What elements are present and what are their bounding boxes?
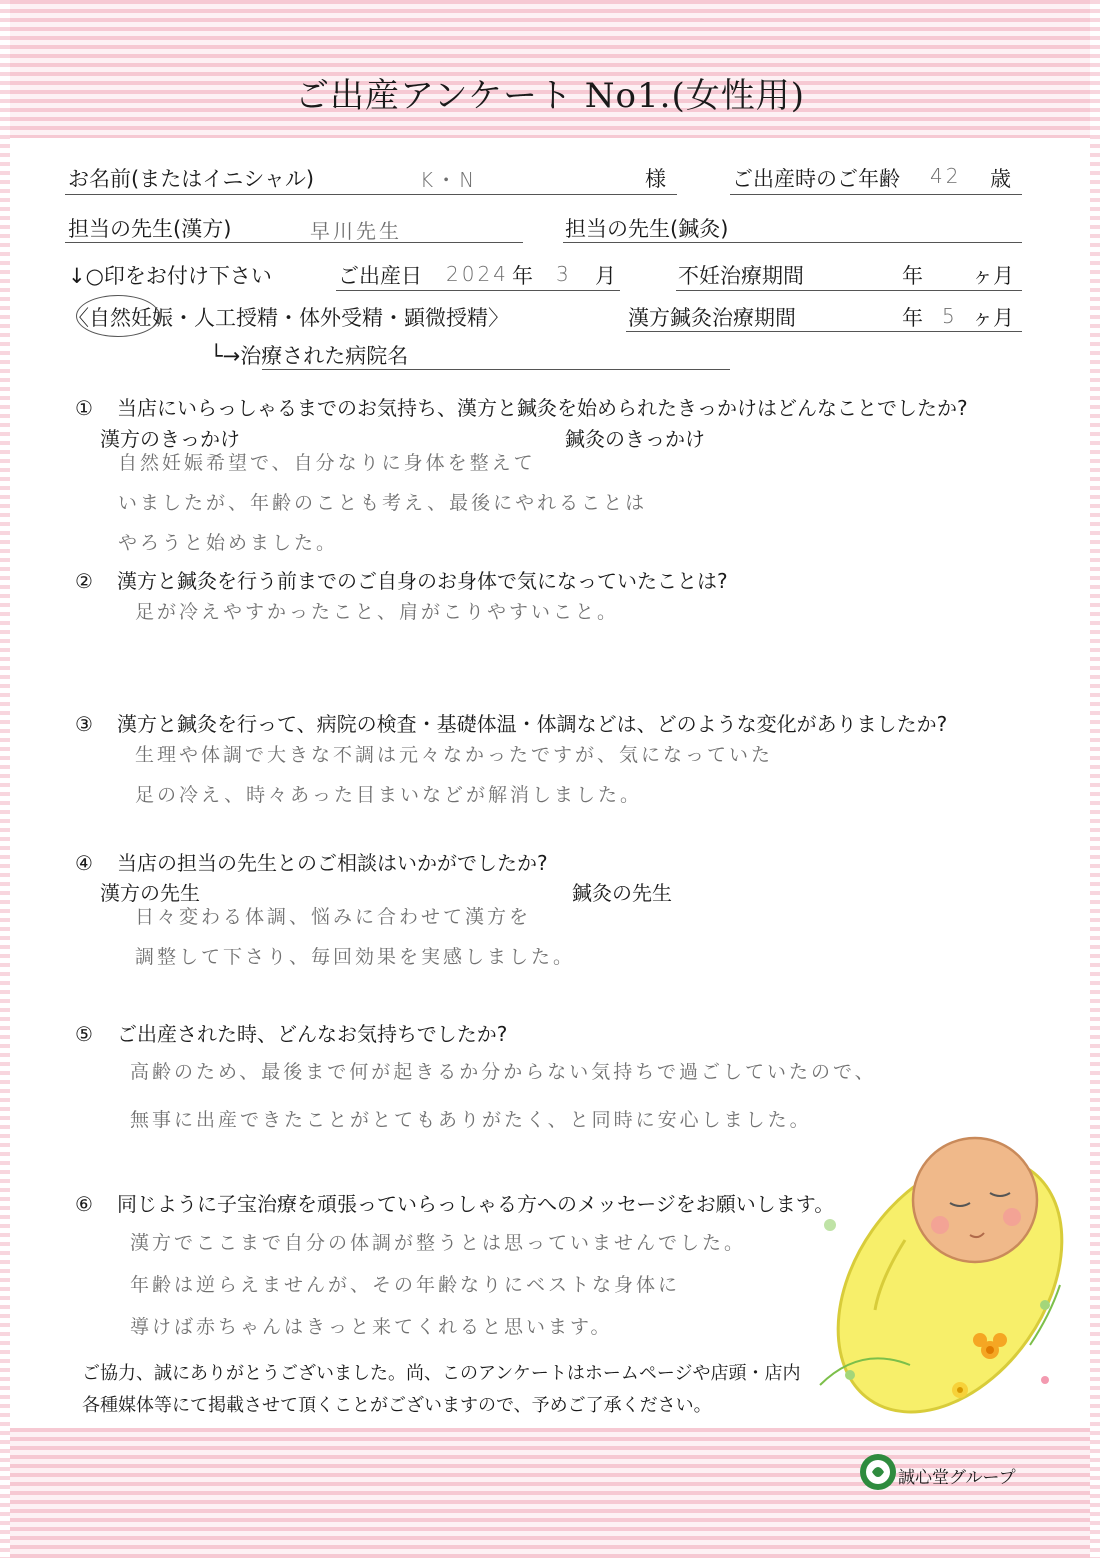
treatment-year-unit: 年 <box>902 306 923 330</box>
birth-year: 2024 <box>446 262 509 286</box>
right-stripe-border <box>1090 0 1100 1558</box>
q5-answer <box>130 1048 877 1144</box>
question-text: 漢方と鍼灸を行う前までのご自身のお身体で気になっていたことは? <box>117 569 728 593</box>
acu-teacher-underline <box>563 242 1022 243</box>
birth-month-unit: 月 <box>595 264 616 288</box>
answer-line: 足の冷え、時々あった目まいなどが解消しました。 <box>135 784 642 806</box>
infertility-month-unit: ヶ月 <box>972 264 1014 288</box>
question-number: ③ <box>75 712 93 736</box>
birth-month: 3 <box>556 262 572 286</box>
q4-sub-acu: 鍼灸の先生 <box>572 881 672 905</box>
age-label: ご出産時のご年齢 <box>732 167 900 191</box>
infertility-underline <box>676 290 1022 291</box>
name-label: お名前(またはイニシャル) <box>68 167 315 191</box>
question-number: ① <box>75 396 93 420</box>
bottom-stripe-band <box>0 1428 1100 1558</box>
answer-line: 漢方でここまで自分の体調が整うとは思っていませんでした。 <box>130 1232 747 1254</box>
question-text: 漢方と鍼灸を行って、病院の検査・基礎体温・体調などは、どのような変化がありましたか? <box>117 712 948 736</box>
answer-line: 足が冷えやすかったこと、肩がこりやすいこと。 <box>135 601 620 623</box>
infertility-year-unit: 年 <box>902 264 923 288</box>
birth-date-underline <box>336 290 620 291</box>
q1-sub-acu: 鍼灸のきっかけ <box>565 427 705 451</box>
age-unit: 歳 <box>990 167 1011 191</box>
answer-line: 導けば赤ちゃんはきっと来てくれると思います。 <box>130 1316 613 1338</box>
acu-teacher-label: 担当の先生(鍼灸) <box>565 217 729 241</box>
question-number: ② <box>75 569 93 593</box>
q6-answer <box>130 1222 746 1348</box>
answer-line: 年齢は逆らえませんが、その年齢なりにベストな身体に <box>130 1274 681 1296</box>
q1-answer <box>118 443 647 563</box>
answer-line: 無事に出産できたことがとてもありがたく、と同時に安心しました。 <box>130 1109 812 1131</box>
question-number: ④ <box>75 851 93 875</box>
logo-text: 誠心堂グループ <box>898 1468 1016 1488</box>
question-text: 当店にいらっしゃるまでのお気持ち、漢方と鍼灸を始められたきっかけはどんなことでしたか? <box>117 396 968 420</box>
closing-line: ご協力、誠にありがとうございました。尚、このアンケートはホームページや店頭・店内 <box>82 1363 801 1384</box>
question-2 <box>75 565 728 594</box>
age-underline <box>730 194 1022 195</box>
baby-cheek-left <box>931 1216 949 1234</box>
baby-head <box>913 1138 1037 1262</box>
kampo-teacher-label: 担当の先生(漢方) <box>68 217 232 241</box>
logo-mark-icon <box>858 1452 898 1492</box>
hospital-underline <box>262 369 730 370</box>
question-1 <box>75 392 968 421</box>
name-suffix: 様 <box>645 167 666 191</box>
q4-answer <box>135 897 575 977</box>
question-3 <box>75 708 947 737</box>
answer-line: 調整して下さり、毎回効果を実感しました。 <box>135 946 576 968</box>
closing-line: 各種媒体等にて掲載させて頂くことがございますので、予めご了承ください。 <box>82 1395 712 1416</box>
question-number: ⑤ <box>75 1022 93 1046</box>
q1-sub-kampo: 漢方のきっかけ <box>100 427 240 451</box>
birth-year-unit: 年 <box>512 264 533 288</box>
name-value: K・N <box>420 168 478 192</box>
answer-line: 日々変わる体調、悩みに合わせて漢方を <box>135 906 532 928</box>
answer-line: いましたが、年齢のことも考え、最後にやれることは <box>118 492 648 514</box>
q3-answer <box>135 735 773 815</box>
question-text: 当店の担当の先生とのご相談はいかがでしたか? <box>117 851 548 875</box>
q4-sub-kampo: 漢方の先生 <box>100 881 200 905</box>
treatment-months: 5 <box>942 304 958 328</box>
mark-instruction: ↓○印をお付け下さい <box>68 264 272 288</box>
hospital-label: └→治療された病院名 <box>210 344 409 368</box>
kampo-teacher-underline <box>65 242 523 243</box>
birth-date-label: ご出産日 <box>338 264 422 288</box>
question-4 <box>75 847 548 876</box>
closing-message <box>82 1358 801 1422</box>
question-text: ご出産された時、どんなお気持ちでしたか? <box>117 1022 508 1046</box>
question-5 <box>75 1018 507 1047</box>
q2-answer <box>135 592 619 632</box>
baby-cheek-right <box>1003 1208 1021 1226</box>
question-number: ⑥ <box>75 1192 93 1216</box>
name-underline <box>65 194 677 195</box>
pregnancy-type-options: 〈自然妊娠・人工授精・体外受精・顕微授精〉 <box>68 306 509 330</box>
answer-line: 生理や体調で大きな不調は元々なかったですが、気になっていた <box>135 744 774 766</box>
question-text: 同じように子宝治療を頑張っていらっしゃる方へのメッセージをお願いします。 <box>117 1192 835 1216</box>
age-value: 42 <box>930 164 962 188</box>
answer-line: 自然妊娠希望で、自分なりに身体を整えて <box>118 452 536 474</box>
treatment-month-unit: ヶ月 <box>972 306 1014 330</box>
page-title: ご出産アンケート No1.(女性用) <box>295 76 805 116</box>
infertility-label: 不妊治療期間 <box>678 264 804 288</box>
treatment-period-underline <box>626 331 1022 332</box>
answer-line: やろうと始めました。 <box>118 532 339 554</box>
baby-illustration <box>790 1125 1070 1425</box>
answer-line: 高齢のため、最後まで何が起きるか分からない気持ちで過ごしていたので、 <box>130 1061 877 1083</box>
question-6 <box>75 1188 834 1217</box>
left-stripe-border <box>0 0 10 1558</box>
kampo-teacher-value: 早川先生 <box>310 219 402 243</box>
selected-option-circle <box>76 295 160 337</box>
treatment-period-label: 漢方鍼灸治療期間 <box>628 306 796 330</box>
